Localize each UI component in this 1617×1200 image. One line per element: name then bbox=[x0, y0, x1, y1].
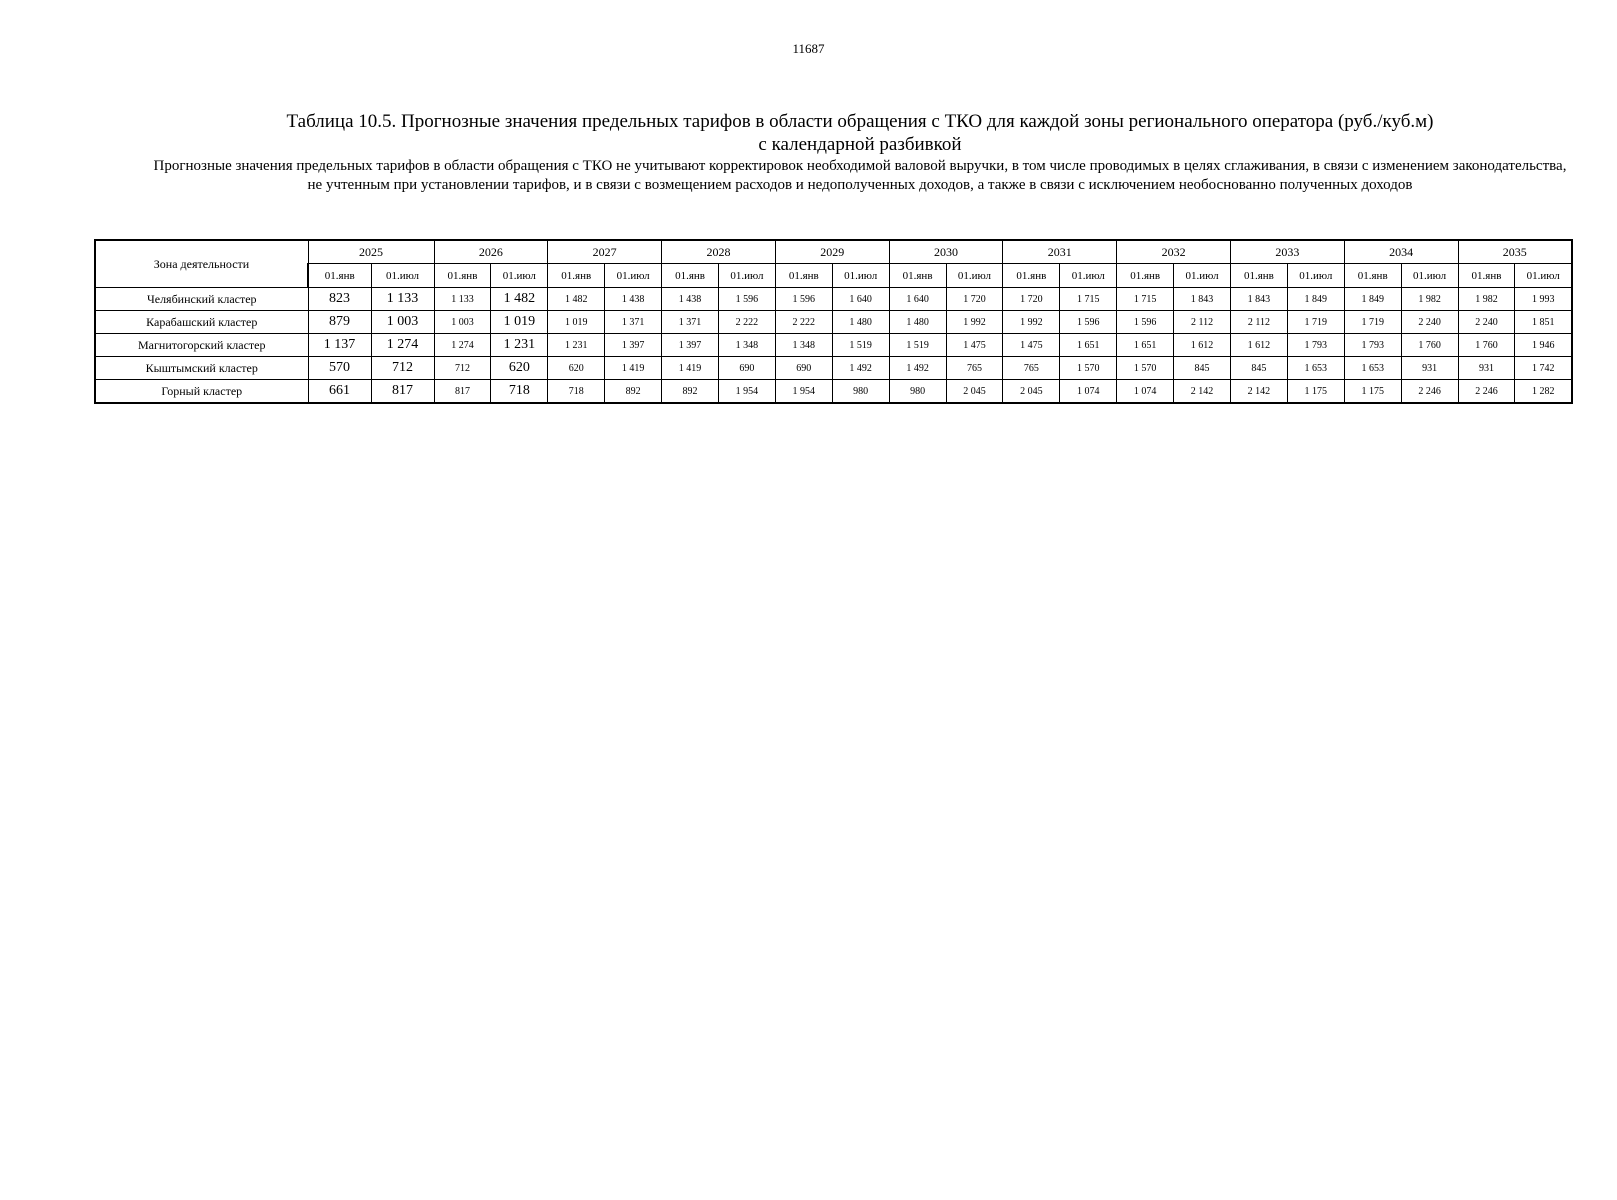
table-row bbox=[95, 357, 1572, 380]
tariff-value-cell: 1 371 bbox=[662, 311, 719, 334]
tariff-value-cell: 1 274 bbox=[371, 334, 434, 357]
half-year-header: 01.янв bbox=[662, 264, 719, 288]
tariff-value-cell: 1 282 bbox=[1515, 380, 1572, 404]
tariff-value-cell: 712 bbox=[371, 357, 434, 380]
tariff-value-cell: 1 719 bbox=[1287, 311, 1344, 334]
tariff-value-cell: 1 133 bbox=[371, 288, 434, 311]
tariff-value-cell: 2 246 bbox=[1401, 380, 1458, 404]
half-year-header: 01.июл bbox=[1401, 264, 1458, 288]
tariff-value-cell: 1 982 bbox=[1458, 288, 1515, 311]
tariff-value-cell: 1 992 bbox=[1003, 311, 1060, 334]
tariff-value-cell: 1 760 bbox=[1401, 334, 1458, 357]
tariff-value-cell: 2 142 bbox=[1230, 380, 1287, 404]
table-title-line-2: с календарной разбивкой bbox=[758, 134, 962, 155]
tariff-value-cell: 1 074 bbox=[1060, 380, 1117, 404]
tariff-value-cell: 1 651 bbox=[1117, 334, 1174, 357]
tariff-value-cell: 931 bbox=[1458, 357, 1515, 380]
table-row bbox=[95, 311, 1572, 334]
half-year-header: 01.янв bbox=[1230, 264, 1287, 288]
tariff-value-cell: 2 112 bbox=[1174, 311, 1231, 334]
tariff-value-cell: 817 bbox=[434, 380, 491, 404]
half-year-header: 01.янв bbox=[548, 264, 605, 288]
year-header: 2032 bbox=[1117, 240, 1231, 264]
tariff-value-cell: 2 240 bbox=[1401, 311, 1458, 334]
year-header: 2028 bbox=[662, 240, 776, 264]
tariff-value-cell: 2 246 bbox=[1458, 380, 1515, 404]
table-title bbox=[150, 110, 1570, 156]
tariff-value-cell: 1 946 bbox=[1515, 334, 1572, 357]
tariff-value-cell: 1 175 bbox=[1287, 380, 1344, 404]
tariff-table bbox=[94, 239, 1573, 404]
tariff-value-cell: 1 519 bbox=[832, 334, 889, 357]
tariff-value-cell: 1 793 bbox=[1287, 334, 1344, 357]
table-title-line-1: Таблица 10.5. Прогнозные значения предельных тарифов в области обращения с ТКО для каждой зоны регионального оператора (руб./куб.м) bbox=[286, 111, 1434, 132]
tariff-value-cell: 690 bbox=[775, 357, 832, 380]
year-header-row bbox=[95, 240, 1572, 264]
tariff-value-cell: 1 612 bbox=[1230, 334, 1287, 357]
year-header: 2029 bbox=[775, 240, 889, 264]
tariff-value-cell: 1 480 bbox=[889, 311, 946, 334]
zone-name-cell: Горный кластер bbox=[95, 380, 308, 404]
half-year-header: 01.июл bbox=[946, 264, 1003, 288]
half-year-header: 01.янв bbox=[1117, 264, 1174, 288]
tariff-value-cell: 1 003 bbox=[371, 311, 434, 334]
tariff-value-cell: 1 492 bbox=[889, 357, 946, 380]
table-row bbox=[95, 380, 1572, 404]
tariff-value-cell: 1 720 bbox=[1003, 288, 1060, 311]
tariff-value-cell: 2 045 bbox=[1003, 380, 1060, 404]
tariff-value-cell: 1 137 bbox=[308, 334, 371, 357]
half-year-header: 01.янв bbox=[1458, 264, 1515, 288]
tariff-value-cell: 1 570 bbox=[1117, 357, 1174, 380]
tariff-value-cell: 1 843 bbox=[1230, 288, 1287, 311]
half-year-header: 01.июл bbox=[1287, 264, 1344, 288]
tariff-value-cell: 1 438 bbox=[662, 288, 719, 311]
tariff-value-cell: 817 bbox=[371, 380, 434, 404]
tariff-value-cell: 1 715 bbox=[1117, 288, 1174, 311]
half-year-header: 01.янв bbox=[1344, 264, 1401, 288]
tariff-value-cell: 1 793 bbox=[1344, 334, 1401, 357]
tariff-value-cell: 1 954 bbox=[718, 380, 775, 404]
tariff-value-cell: 1 519 bbox=[889, 334, 946, 357]
tariff-value-cell: 1 003 bbox=[434, 311, 491, 334]
tariff-value-cell: 765 bbox=[1003, 357, 1060, 380]
zone-name-cell: Кыштымский кластер bbox=[95, 357, 308, 380]
tariff-value-cell: 1 133 bbox=[434, 288, 491, 311]
half-year-header: 01.июл bbox=[718, 264, 775, 288]
year-header: 2031 bbox=[1003, 240, 1117, 264]
tariff-value-cell: 1 397 bbox=[605, 334, 662, 357]
tariff-value-cell: 1 019 bbox=[491, 311, 548, 334]
table-body bbox=[95, 288, 1572, 404]
tariff-value-cell: 1 640 bbox=[832, 288, 889, 311]
year-header: 2025 bbox=[308, 240, 434, 264]
tariff-value-cell: 1 492 bbox=[832, 357, 889, 380]
tariff-value-cell: 879 bbox=[308, 311, 371, 334]
half-year-header: 01.июл bbox=[832, 264, 889, 288]
tariff-value-cell: 2 045 bbox=[946, 380, 1003, 404]
year-header: 2026 bbox=[434, 240, 548, 264]
tariff-value-cell: 845 bbox=[1174, 357, 1231, 380]
tariff-value-cell: 1 720 bbox=[946, 288, 1003, 311]
tariff-value-cell: 1 475 bbox=[1003, 334, 1060, 357]
tariff-value-cell: 1 438 bbox=[605, 288, 662, 311]
zone-name-cell: Карабашский кластер bbox=[95, 311, 308, 334]
page-number: 11687 bbox=[792, 41, 825, 56]
year-header: 2034 bbox=[1344, 240, 1458, 264]
zone-name-cell: Челябинский кластер bbox=[95, 288, 308, 311]
tariff-value-cell: 570 bbox=[308, 357, 371, 380]
tariff-value-cell: 980 bbox=[889, 380, 946, 404]
year-header: 2035 bbox=[1458, 240, 1572, 264]
tariff-value-cell: 1 419 bbox=[662, 357, 719, 380]
tariff-value-cell: 1 419 bbox=[605, 357, 662, 380]
table-row bbox=[95, 288, 1572, 311]
half-year-header: 01.янв bbox=[308, 264, 371, 288]
tariff-value-cell: 1 570 bbox=[1060, 357, 1117, 380]
half-year-header: 01.июл bbox=[491, 264, 548, 288]
tariff-value-cell: 892 bbox=[662, 380, 719, 404]
tariff-value-cell: 892 bbox=[605, 380, 662, 404]
tariff-value-cell: 1 482 bbox=[491, 288, 548, 311]
tariff-value-cell: 1 993 bbox=[1515, 288, 1572, 311]
tariff-value-cell: 1 074 bbox=[1117, 380, 1174, 404]
tariff-value-cell: 1 849 bbox=[1287, 288, 1344, 311]
tariff-value-cell: 1 482 bbox=[548, 288, 605, 311]
half-year-header: 01.янв bbox=[434, 264, 491, 288]
tariff-value-cell: 718 bbox=[491, 380, 548, 404]
tariff-value-cell: 1 992 bbox=[946, 311, 1003, 334]
tariff-value-cell: 1 475 bbox=[946, 334, 1003, 357]
tariff-value-cell: 2 142 bbox=[1174, 380, 1231, 404]
half-year-header: 01.июл bbox=[1174, 264, 1231, 288]
tariff-value-cell: 1 653 bbox=[1344, 357, 1401, 380]
half-year-header: 01.янв bbox=[775, 264, 832, 288]
table-row bbox=[95, 334, 1572, 357]
half-year-header: 01.июл bbox=[371, 264, 434, 288]
table-header bbox=[95, 240, 1572, 288]
tariff-value-cell: 1 742 bbox=[1515, 357, 1572, 380]
tariff-value-cell: 1 982 bbox=[1401, 288, 1458, 311]
tariff-value-cell: 1 397 bbox=[662, 334, 719, 357]
tariff-value-cell: 931 bbox=[1401, 357, 1458, 380]
tariff-value-cell: 2 222 bbox=[718, 311, 775, 334]
half-year-header-row bbox=[95, 264, 1572, 288]
half-year-header: 01.июл bbox=[1060, 264, 1117, 288]
tariff-value-cell: 1 760 bbox=[1458, 334, 1515, 357]
tariff-value-cell: 1 231 bbox=[548, 334, 605, 357]
tariff-value-cell: 1 175 bbox=[1344, 380, 1401, 404]
year-header: 2027 bbox=[548, 240, 662, 264]
tariff-value-cell: 1 480 bbox=[832, 311, 889, 334]
tariff-value-cell: 712 bbox=[434, 357, 491, 380]
tariff-value-cell: 1 653 bbox=[1287, 357, 1344, 380]
zone-name-cell: Магнитогорский кластер bbox=[95, 334, 308, 357]
tariff-value-cell: 1 348 bbox=[775, 334, 832, 357]
tariff-value-cell: 1 596 bbox=[1060, 311, 1117, 334]
tariff-value-cell: 1 612 bbox=[1174, 334, 1231, 357]
half-year-header: 01.июл bbox=[1515, 264, 1572, 288]
tariff-value-cell: 2 112 bbox=[1230, 311, 1287, 334]
tariff-value-cell: 980 bbox=[832, 380, 889, 404]
tariff-value-cell: 1 596 bbox=[775, 288, 832, 311]
tariff-value-cell: 1 651 bbox=[1060, 334, 1117, 357]
tariff-value-cell: 718 bbox=[548, 380, 605, 404]
tariff-value-cell: 1 019 bbox=[548, 311, 605, 334]
tariff-value-cell: 2 240 bbox=[1458, 311, 1515, 334]
tariff-value-cell: 2 222 bbox=[775, 311, 832, 334]
table-note: Прогнозные значения предельных тарифов в области обращения с ТКО не учитывают корректировок необходимой валовой выручки, в том числе проводимых в целях сглаживания, в связи с изменением законодательства, не учтенным при установлении тарифов, и в связи с возмещением расходов и недополученных доходов, а также в связи с исключением необоснованно полученных доходов bbox=[153, 158, 1567, 193]
half-year-header: 01.янв bbox=[1003, 264, 1060, 288]
tariff-value-cell: 1 954 bbox=[775, 380, 832, 404]
tariff-value-cell: 620 bbox=[548, 357, 605, 380]
tariff-value-cell: 1 596 bbox=[1117, 311, 1174, 334]
tariff-value-cell: 1 274 bbox=[434, 334, 491, 357]
tariff-value-cell: 661 bbox=[308, 380, 371, 404]
tariff-value-cell: 1 849 bbox=[1344, 288, 1401, 311]
half-year-header: 01.июл bbox=[605, 264, 662, 288]
tariff-value-cell: 1 843 bbox=[1174, 288, 1231, 311]
tariff-value-cell: 1 596 bbox=[718, 288, 775, 311]
tariff-value-cell: 823 bbox=[308, 288, 371, 311]
tariff-value-cell: 1 348 bbox=[718, 334, 775, 357]
tariff-value-cell: 1 851 bbox=[1515, 311, 1572, 334]
tariff-value-cell: 620 bbox=[491, 357, 548, 380]
half-year-header: 01.янв bbox=[889, 264, 946, 288]
tariff-value-cell: 1 719 bbox=[1344, 311, 1401, 334]
zone-column-header: Зона деятельности bbox=[95, 240, 308, 288]
tariff-value-cell: 765 bbox=[946, 357, 1003, 380]
tariff-value-cell: 690 bbox=[718, 357, 775, 380]
year-header: 2033 bbox=[1230, 240, 1344, 264]
tariff-value-cell: 1 371 bbox=[605, 311, 662, 334]
year-header: 2030 bbox=[889, 240, 1003, 264]
tariff-value-cell: 1 231 bbox=[491, 334, 548, 357]
tariff-value-cell: 845 bbox=[1230, 357, 1287, 380]
tariff-value-cell: 1 715 bbox=[1060, 288, 1117, 311]
tariff-value-cell: 1 640 bbox=[889, 288, 946, 311]
